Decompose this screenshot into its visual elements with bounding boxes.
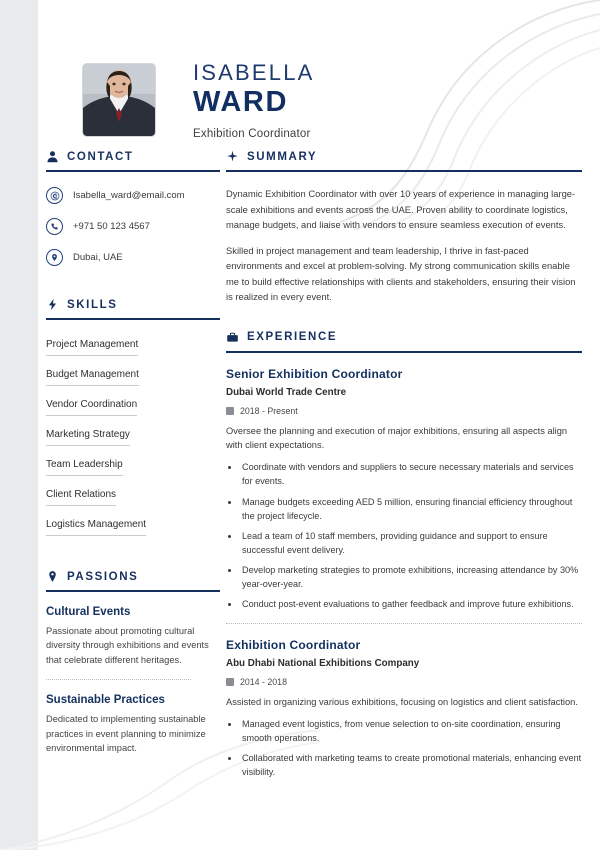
passion-divider [46, 679, 191, 680]
summary-section [226, 150, 582, 305]
job-description: Assisted in organizing various exhibitions, focusing on logistics and client satisfaction. [226, 697, 578, 708]
skill-item: Budget Management [46, 369, 139, 386]
passion-item [46, 694, 220, 755]
person-icon [46, 150, 59, 163]
job-company: Abu Dhabi National Exhibitions Company [226, 658, 420, 670]
phone-icon [46, 218, 63, 235]
location-icon [46, 249, 63, 266]
job-bullet: • Managed event logistics, from venue selection to on-site coordination, ensuring smooth operations. [240, 717, 582, 745]
skills-heading-label: SKILLS [67, 298, 118, 311]
job-bullet: • Conduct post-event evaluations to gather feedback and improve future exhibitions. [240, 597, 582, 611]
skill-item: Vendor Coordination [46, 399, 137, 416]
summary-rule [226, 170, 582, 172]
sparkle-icon [226, 150, 239, 163]
resume-content [38, 0, 600, 850]
skill-item: Marketing Strategy [46, 429, 130, 446]
passion-title: Cultural Events [46, 606, 131, 618]
contact-item-location[interactable] [46, 249, 220, 266]
experience-divider [226, 623, 582, 624]
contact-item-phone[interactable] [46, 218, 220, 235]
passions-section [46, 570, 220, 755]
passions-rule [46, 590, 220, 592]
sidebar-column [38, 150, 220, 785]
experience-heading-label: EXPERIENCE [247, 331, 338, 344]
skills-list [46, 334, 220, 544]
skill-item: Project Management [46, 339, 138, 356]
briefcase-icon [226, 331, 239, 344]
job-bullets [226, 717, 582, 779]
job-bullet: • Collaborated with marketing teams to create promotional materials, enhancing event visibility. [240, 751, 582, 779]
experience-heading [226, 331, 582, 344]
summary-paragraph: Dynamic Exhibition Coordinator with over 10 years of experience in managing large-scale exhibitions and events across the UAE. Proven ability to coordinate logistics, manage budgets, and liaise with vendors to ensure seamless execution of events. [226, 188, 576, 231]
experience-item [226, 638, 582, 779]
job-bullet: • Coordinate with vendors and suppliers to secure necessary materials and services for events. [240, 460, 582, 488]
contact-section [46, 150, 220, 266]
contact-heading [46, 150, 220, 163]
skill-item: Team Leadership [46, 459, 123, 476]
contact-item-email[interactable] [46, 187, 220, 204]
skills-section [46, 298, 220, 544]
job-dates [226, 677, 582, 687]
job-role: Senior Exhibition Coordinator [226, 366, 403, 381]
summary-heading [226, 150, 582, 163]
job-dates [226, 406, 582, 416]
calendar-icon [226, 678, 234, 686]
job-company: Dubai World Trade Centre [226, 386, 347, 398]
contact-rule [46, 170, 220, 172]
email-icon [46, 187, 63, 204]
experience-section [226, 331, 582, 780]
passion-text: Dedicated to implementing sustainable practices in event planning to minimize environmental impact. [46, 714, 206, 754]
job-bullet: • Lead a team of 10 staff members, providing guidance and support to ensure successful event delivery. [240, 529, 582, 557]
passions-heading-label: PASSIONS [67, 570, 139, 583]
name-block [193, 60, 315, 141]
contact-list [46, 187, 220, 266]
job-description: Oversee the planning and execution of major exhibitions, ensuring all aspects align with client expectations. [226, 425, 568, 451]
skills-heading [46, 298, 220, 311]
summary-heading-label: SUMMARY [247, 150, 318, 163]
calendar-icon [226, 407, 234, 415]
two-column-layout [38, 150, 600, 785]
job-bullet: • Manage budgets exceeding AED 5 million, ensuring financial efficiency throughout the project lifecycle. [240, 495, 582, 523]
main-column [220, 150, 600, 785]
page-title: Exhibition Coordinator [193, 128, 311, 141]
contact-email-value: Isabella_ward@email.com [73, 190, 185, 201]
contact-location-value: Dubai, UAE [73, 252, 123, 263]
pin-icon [46, 570, 59, 583]
job-bullet: • Develop marketing strategies to promote exhibitions, increasing attendance by 30% year-over-year. [240, 563, 582, 591]
skill-item: Logistics Management [46, 519, 146, 536]
contact-heading-label: CONTACT [67, 150, 134, 163]
contact-phone-value: +971 50 123 4567 [73, 221, 150, 232]
skill-item: Client Relations [46, 489, 116, 506]
last-name: WARD [193, 85, 289, 118]
job-dates-label: 2014 - 2018 [240, 677, 287, 688]
lightning-icon [46, 298, 59, 311]
experience-item [226, 367, 582, 612]
job-dates-label: 2018 - Present [240, 405, 298, 416]
resume-header [38, 0, 600, 150]
skills-rule [46, 318, 220, 320]
first-name: ISABELLA [193, 59, 315, 85]
passion-title: Sustainable Practices [46, 694, 165, 707]
experience-rule [226, 351, 582, 353]
job-role: Exhibition Coordinator [226, 638, 361, 653]
left-decorative-band [0, 0, 38, 850]
passion-text: Passionate about promoting cultural diversity through exhibitions and events that celebrate different heritages. [46, 626, 209, 665]
passion-item [46, 606, 220, 667]
summary-paragraph: Skilled in project management and team leadership, I thrive in fast-paced environments and excel at problem-solving. My strong communication skills enable me to build effective relationships with clients and stakeholders, ensuring their vision is realized in every event. [226, 244, 576, 303]
avatar [83, 64, 155, 136]
passions-heading [46, 570, 220, 583]
profile-photo [83, 64, 155, 136]
job-bullets [226, 460, 582, 611]
